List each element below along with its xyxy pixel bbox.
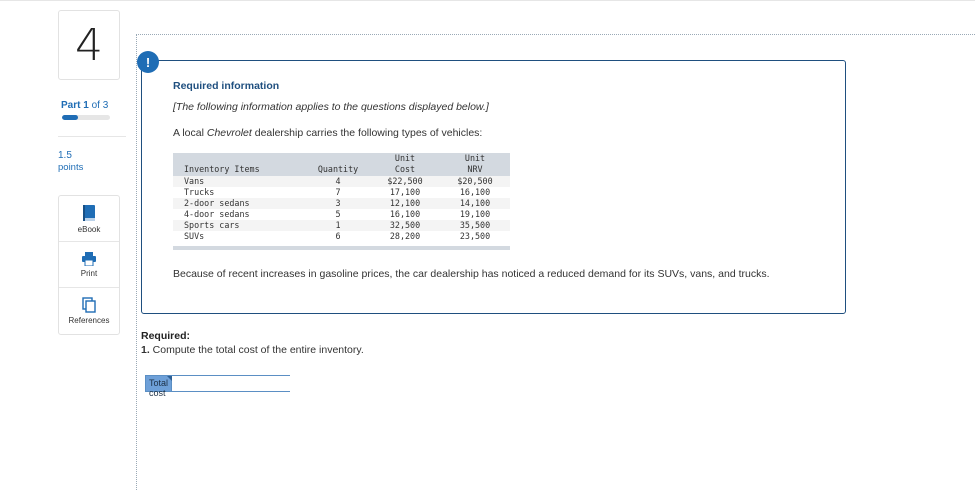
cell-unit-nrv: $20,500 (457, 176, 493, 186)
total-cost-answer-row (145, 375, 290, 398)
total-cost-input[interactable] (171, 376, 295, 391)
context-text: Because of recent increases in gasoline prices, the car dealership has noticed a reduced demand for its SUVs, vans, and trucks. (173, 268, 770, 280)
total-cost-label: Total cost (146, 376, 171, 391)
cell-quantity: 5 (335, 209, 341, 219)
table-bottom-strip (173, 246, 510, 250)
print-button[interactable] (59, 242, 119, 288)
table-row (173, 209, 510, 220)
cell-item: Trucks (184, 187, 215, 197)
cell-unit-cost: 16,100 (389, 209, 421, 219)
cell-item: 4-door sedans (184, 209, 250, 219)
table-row (173, 231, 510, 242)
part-progress-bar (62, 115, 110, 120)
cell-unit-cost: $22,500 (387, 176, 423, 186)
cell-unit-cost: 12,100 (389, 198, 421, 208)
references-button[interactable] (59, 288, 119, 334)
table-row (173, 198, 510, 209)
cell-quantity: 6 (335, 231, 341, 241)
part-current: 1 (83, 100, 89, 111)
inventory-table (173, 153, 510, 250)
table-row (173, 176, 510, 187)
intro-after: dealership carries the following types of vehicles: (251, 127, 483, 139)
cell-unit-nrv: 23,500 (459, 231, 491, 241)
points-label: points (58, 162, 84, 173)
cell-item: SUVs (184, 231, 205, 241)
references-icon (82, 297, 96, 313)
print-label: Print (80, 268, 98, 278)
printer-icon (81, 252, 97, 266)
points-value: 1.5 (58, 150, 72, 161)
cell-unit-nrv: 14,100 (459, 198, 491, 208)
table-body (173, 176, 510, 242)
cell-quantity: 4 (335, 176, 341, 186)
intro-brand: Chevrolet (206, 127, 252, 139)
top-rule (0, 0, 975, 1)
info-heading: Required information (173, 80, 280, 92)
table-header (173, 153, 510, 176)
cell-unit-cost: 17,100 (389, 187, 421, 197)
ebook-button[interactable] (59, 196, 119, 242)
task-text (141, 344, 364, 356)
header-unit-nrv-line1: Unit (464, 153, 486, 163)
required-heading: Required: (141, 330, 191, 342)
applies-note: [The following information applies to the questions displayed below.] (173, 101, 489, 113)
table-row (173, 220, 510, 231)
content-guide-vertical (136, 34, 137, 490)
cell-quantity: 3 (335, 198, 341, 208)
cell-unit-nrv: 19,100 (459, 209, 491, 219)
task-number: 1. (141, 344, 150, 356)
ebook-label: eBook (77, 224, 101, 234)
tools-panel (58, 195, 120, 335)
part-of: of 3 (91, 100, 109, 111)
cell-unit-nrv: 35,500 (459, 220, 491, 230)
header-inventory-items: Inventory Items (184, 164, 260, 174)
rail-divider (58, 136, 126, 137)
part-indicator (61, 100, 108, 111)
cell-quantity: 1 (335, 220, 341, 230)
cell-item: 2-door sedans (184, 198, 250, 208)
header-unit-cost-line2: Cost (394, 164, 416, 174)
intro-text (173, 127, 482, 139)
alert-icon: ! (137, 51, 159, 73)
header-unit-cost-line1: Unit (394, 153, 416, 163)
intro-before: A local (173, 127, 207, 139)
cell-item: Vans (184, 176, 205, 186)
header-unit-nrv-line2: NRV (467, 164, 483, 174)
part-prefix: Part (61, 100, 81, 111)
cell-quantity: 7 (335, 187, 341, 197)
task-description: Compute the total cost of the entire inventory. (149, 344, 364, 356)
content-guide-horizontal (136, 34, 975, 35)
book-icon (82, 204, 96, 222)
cell-unit-cost: 28,200 (389, 231, 421, 241)
table-row (173, 187, 510, 198)
cell-item: Sports cars (184, 220, 240, 230)
question-number: 4 (58, 10, 120, 80)
cell-unit-nrv: 16,100 (459, 187, 491, 197)
header-quantity: Quantity (317, 164, 359, 174)
references-label: References (68, 316, 110, 325)
part-progress-fill (62, 115, 78, 120)
cell-unit-cost: 32,500 (389, 220, 421, 230)
